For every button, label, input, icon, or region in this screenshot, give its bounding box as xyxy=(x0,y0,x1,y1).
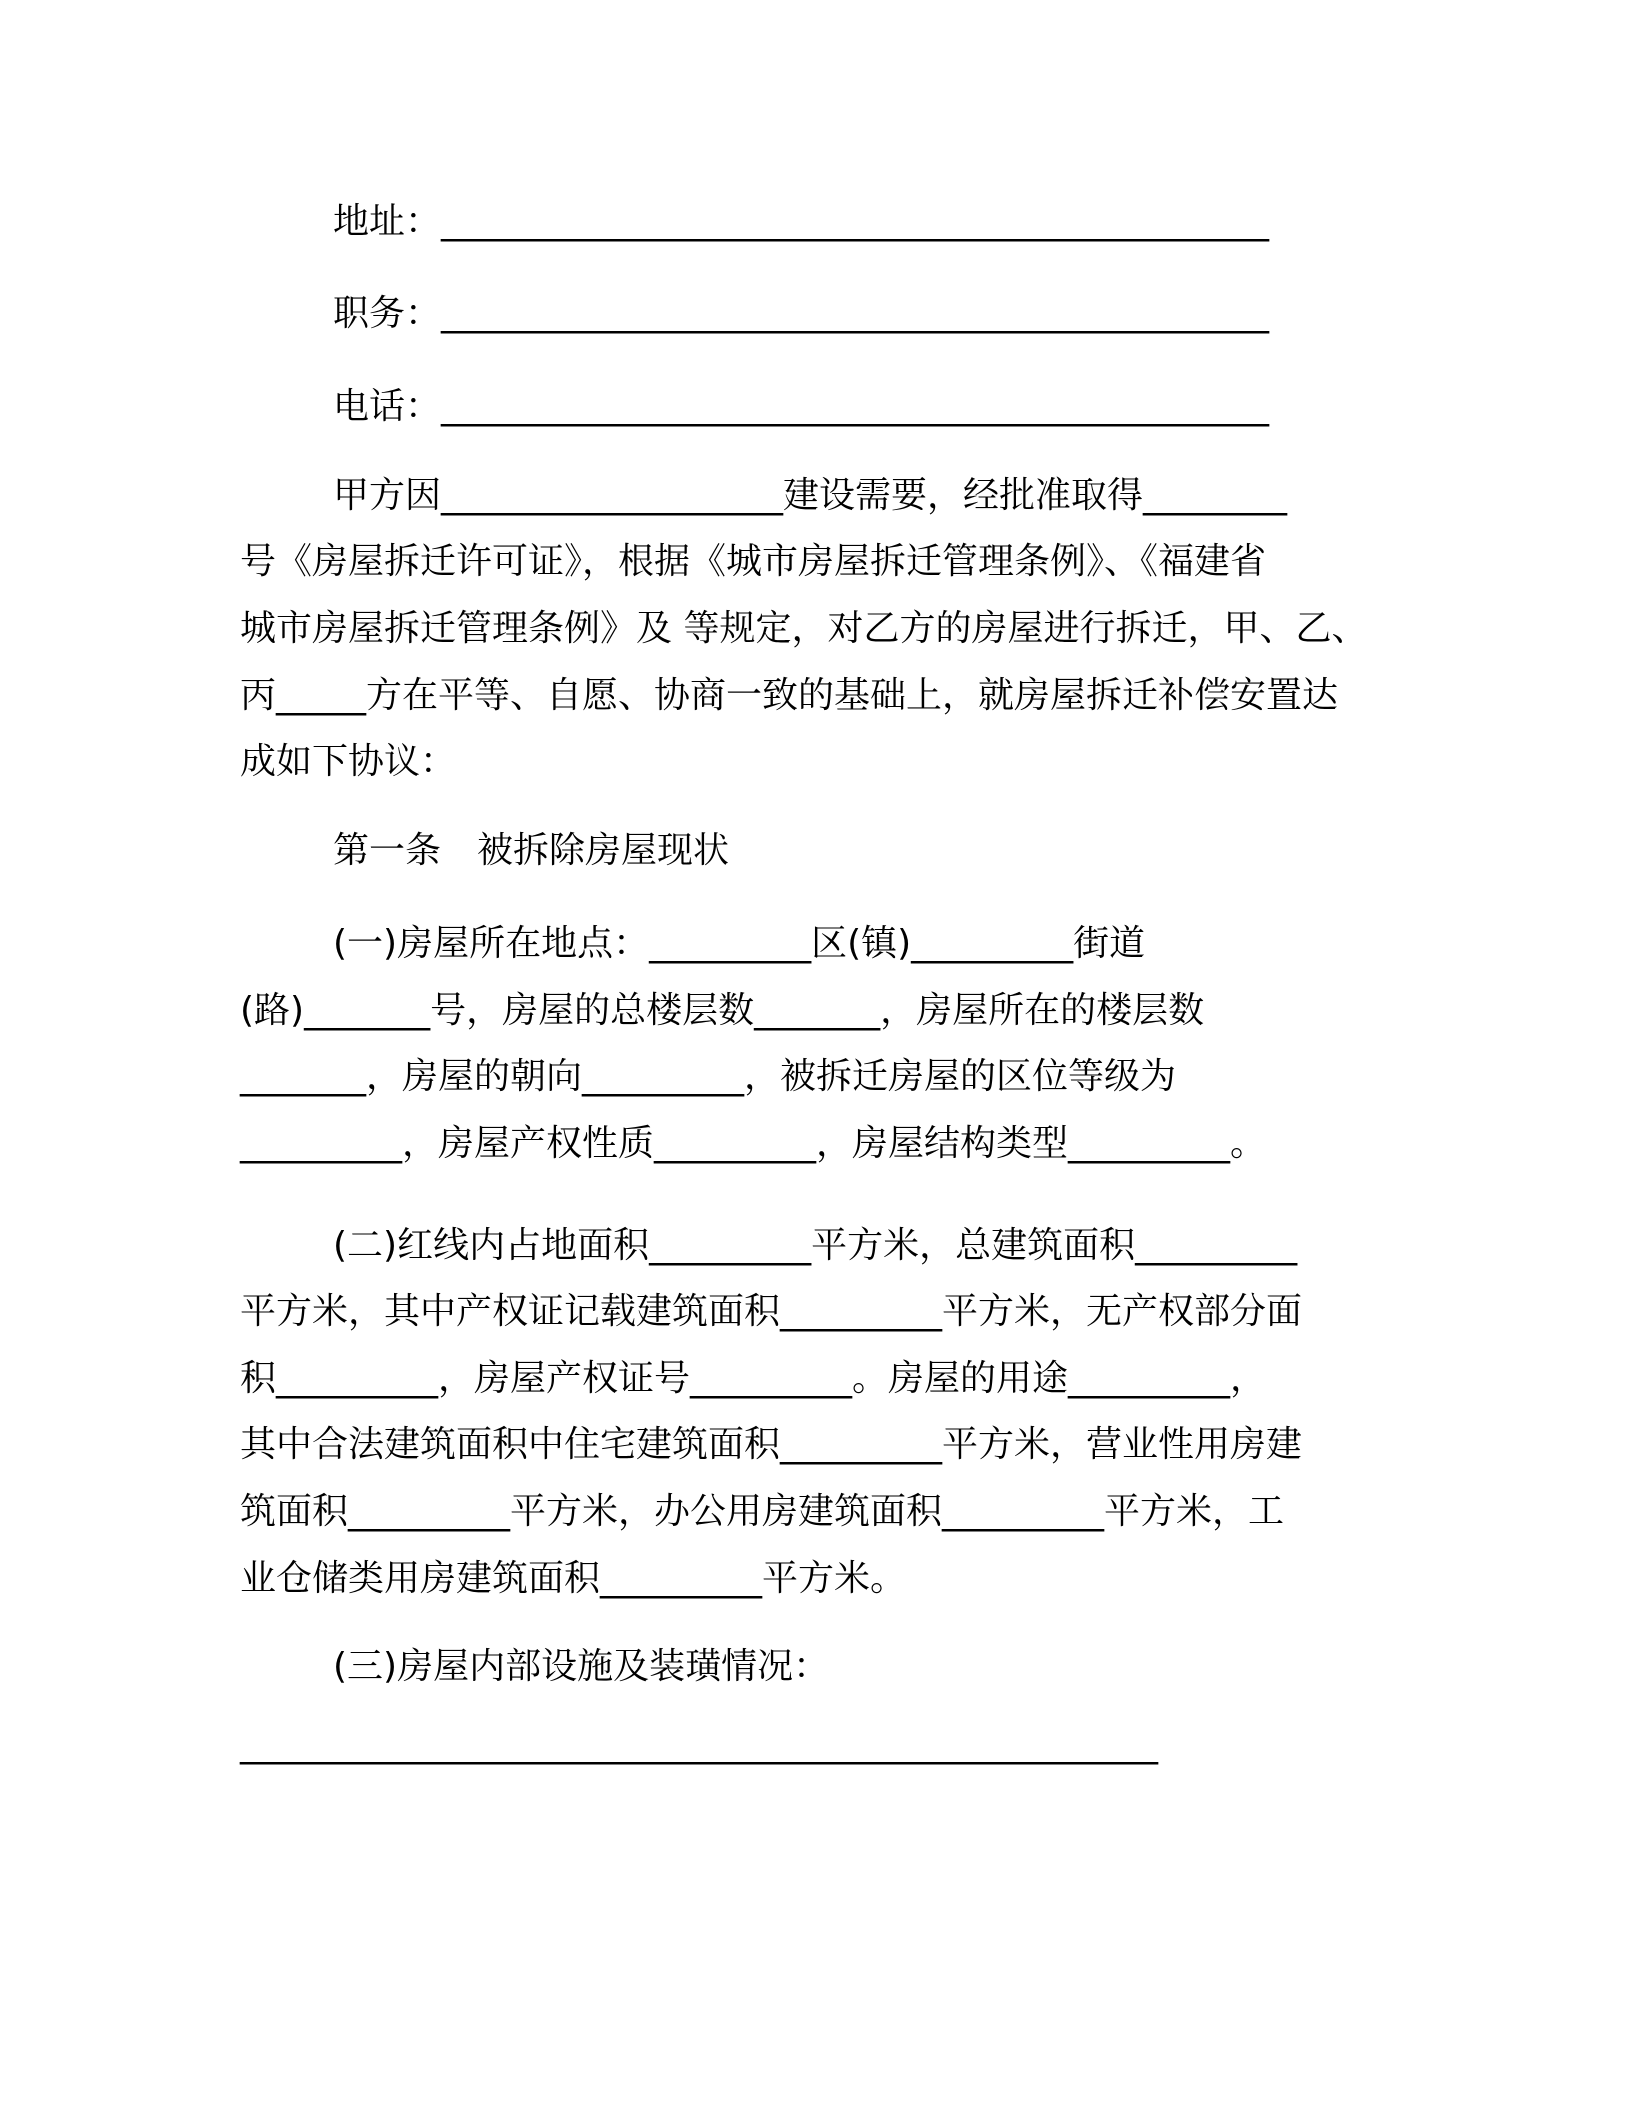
item-3-line-1: (三)房屋内部设施及装璜情况： xyxy=(333,1646,830,1687)
item-2-line-3: 积_________，房屋产权证号_________。房屋的用途_________， xyxy=(240,1358,1267,1399)
item-1-line-3: _______，房屋的朝向_________，被拆迁房屋的区位等级为 xyxy=(240,1056,1177,1097)
item-2-line-1: (二)红线内占地面积_________平方米，总建筑面积_________ xyxy=(333,1225,1298,1266)
item-1-line-4: _________，房屋产权性质_________，房屋结构类型_________。 xyxy=(240,1123,1267,1164)
position-blank: ______________________________________________ xyxy=(441,293,1270,334)
item-2-line-5: 筑面积_________平方米，办公用房建筑面积_________平方米，工 xyxy=(240,1491,1285,1532)
address-field xyxy=(333,200,1269,244)
phone-blank: ______________________________________________ xyxy=(441,386,1270,427)
item-2-line-4: 其中合法建筑面积中住宅建筑面积_________平方米，营业性用房建 xyxy=(240,1424,1303,1465)
item-3-blank-line: ___________________________________________________ xyxy=(240,1724,1158,1765)
phone-field xyxy=(333,385,1269,429)
item-1-line-2: (路)_______号，房屋的总楼层数_______，房屋所在的楼层数 xyxy=(240,990,1205,1031)
intro-line-5: 成如下协议： xyxy=(240,741,457,782)
intro-line-1: 甲方因___________________建设需要，经批准取得________ xyxy=(333,475,1288,516)
item-1-line-1: (一)房屋所在地点：_________区(镇)_________街道 xyxy=(333,923,1146,964)
intro-line-3: 城市房屋拆迁管理条例》及 等规定，对乙方的房屋进行拆迁，甲、乙、 xyxy=(240,608,1368,649)
intro-line-2: 号《房屋拆迁许可证》，根据《城市房屋拆迁管理条例》、《福建省 xyxy=(240,541,1267,582)
article-1-heading: 第一条 被拆除房屋现状 xyxy=(333,830,730,871)
intro-line-4: 丙_____方在平等、自愿、协商一致的基础上，就房屋拆迁补偿安置达 xyxy=(240,675,1339,716)
address-label: 地址： xyxy=(333,201,442,242)
phone-label: 电话： xyxy=(333,386,442,427)
item-2-line-2: 平方米，其中产权证记载建筑面积_________平方米，无产权部分面 xyxy=(240,1291,1303,1332)
address-blank: ______________________________________________ xyxy=(441,201,1270,242)
item-2-line-6: 业仓储类用房建筑面积_________平方米。 xyxy=(240,1558,907,1599)
position-label: 职务： xyxy=(333,293,442,334)
position-field xyxy=(333,292,1269,336)
